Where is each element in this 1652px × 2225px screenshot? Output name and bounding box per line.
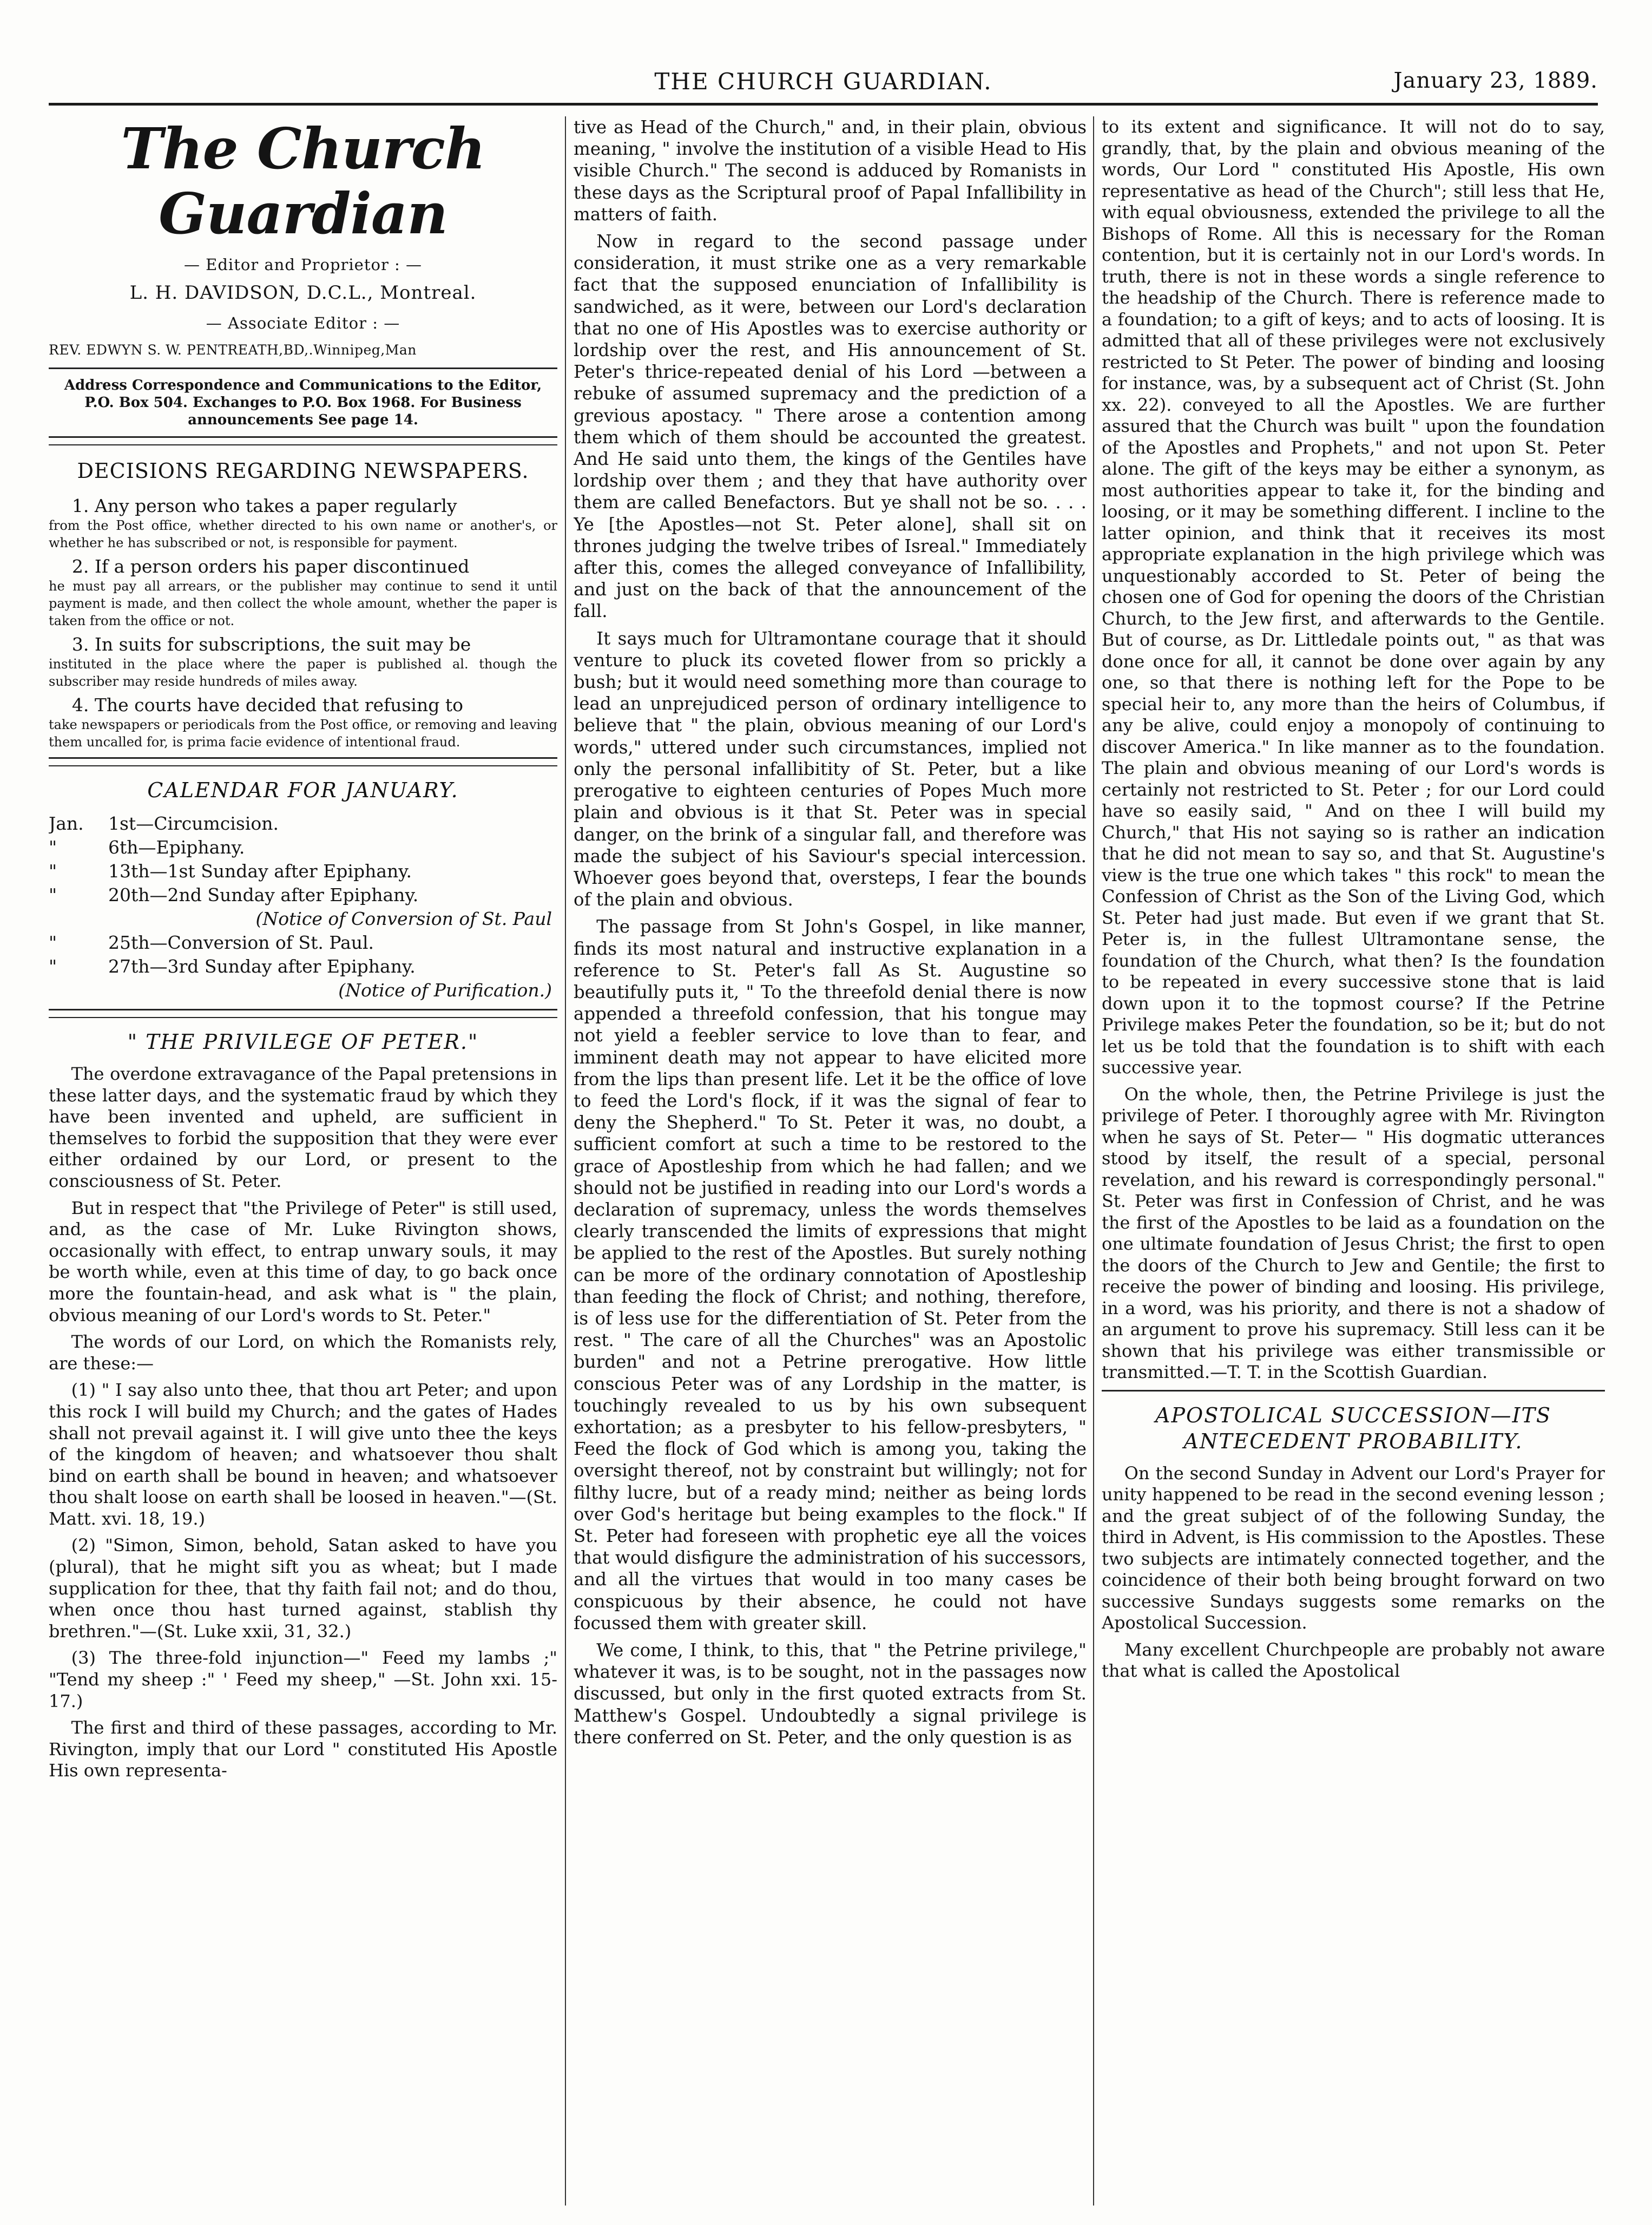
- decisions-list: [49, 495, 557, 751]
- address-notice: Address Correspondence and Communications to the Editor, P.O. Box 504. Exchanges to P.O. Box 1968. For Business announcements See page 14.: [64, 377, 542, 428]
- calendar-row: Jan. 1st—Circumcision.: [49, 813, 279, 834]
- paragraph: (2) "Simon, Simon, behold, Satan asked to have you (plural), that he might sift you as wheat; but I made supplication for thee, that thy faith fail not; and do thou, when once thou hast turned against, stablish thy brethren."—(St. Luke xxii, 31, 32.): [49, 1535, 557, 1642]
- paragraph: We come, I think, to this, that " the Petrine privilege," whatever it was, is to be sought, not in the passages now discussed, but only in the first quoted extracts from St. Matthew's Gospel. Undoubtedly a signal privilege is there conferred on St. Peter, and the only question is as: [574, 1640, 1087, 1748]
- decision-lead: 4. The courts have decided that refusing to: [71, 694, 463, 716]
- divider: [49, 765, 557, 766]
- calendar-row: " 6th—Epiphany.: [49, 837, 245, 858]
- paragraph: The overdone extravagance of the Papal pretensions in these latter days, and the systematic fraud by which they have been invented and upheld, are sufficient in themselves to forbid the supposition that they were ever either ordained by our Lord, or present to the consciousness of St. Peter.: [49, 1064, 557, 1191]
- running-title: THE CHURCH GUARDIAN.: [654, 68, 992, 95]
- article-body: [49, 1064, 557, 1782]
- divider: [49, 1009, 557, 1010]
- article-heading: ANTECEDENT PROBABILITY.: [1183, 1429, 1523, 1453]
- decision-lead: 1. Any person who takes a paper regularly: [71, 495, 457, 516]
- editor-label: — Editor and Proprietor : —: [183, 255, 423, 274]
- calendar-list: [49, 812, 557, 1002]
- paragraph: (3) The three-fold injunction—" Feed my lambs ;" "Tend my sheep :" ' Feed my sheep," —St. John xxi. 15-17.): [49, 1648, 557, 1711]
- paragraph: On the whole, then, the Petrine Privilege is just the privilege of Peter. I thoroughly agree with Mr. Rivington when he says of St. Peter— " His dogmatic utterances stood by itself, the result of a special, personal revelation, and his reward is correspondingly personal." St. Peter was first in Confession of Christ, and he was the first of the Apostles to be laid as a foundation on the one ultimate foundation of Jesus Christ; the first to open the doors of the Church to Jew and Gentile; the first to receive the power of binding and loosing. His privilege, in a word, was his priority, and there is not a shadow of an argument to prove his supremacy. Still less can it be shown that his privilege was either transmissible or transmitted.—T. T. in the Scottish Guardian.: [1102, 1084, 1605, 1382]
- paragraph: It says much for Ultramontane courage that it should venture to pluck its coveted flower from so prickly a bush; but it would need something more than courage to lead an unprejudiced person of ordinary intelligence to believe that " the plain, obvious meaning of our Lord's words," uttered under such circumstances, implied not only the personal infallibitity of St. Peter, but a like prerogative to eighteen centuries of Popes Much more plain and obvious is it that St. Peter was in special danger, on the brink of a singular fall, and therefore was made the subject of his Saviour's special intercession. Whoever goes beyond that, oversteps, I fear the bounds of the plain and obvious.: [574, 628, 1087, 910]
- calendar-note: (Notice of Purification.): [338, 980, 552, 1001]
- divider: [49, 757, 557, 759]
- divider: [49, 1017, 557, 1018]
- decision-lead: 3. In suits for subscriptions, the suit may be: [71, 634, 471, 655]
- divider: [49, 367, 557, 369]
- calendar-heading: CALENDAR FOR JANUARY.: [147, 778, 459, 802]
- decision-lead: 2. If a person orders his paper discontinued: [71, 556, 470, 577]
- paragraph: Many excellent Churchpeople are probably not aware that what is called the Apostolical: [1102, 1639, 1605, 1681]
- paragraph: The words of our Lord, on which the Romanists rely, are these:—: [49, 1331, 557, 1374]
- paragraph: to its extent and significance. It will not do to say, grandly, that, by the plain and obvious meaning of the words, Our Lord " constituted His Apostle, His own representative as head of the Church"; still less that He, with equal obviousness, extended the privilege to all the Bishops of Rome. All this is necessary for the Roman contention, but it is certainly not in our Lord's words. In truth, there is not in these words a single reference to the headship of the Church. There is reference made to a foundation; to a gift of keys; and to acts of loosing. It is admitted that all of these privileges were not exclusively restricted to St Peter. The power of binding and loosing for instance, was, by a subsequent act of Christ (St. John xx. 22). conveyed to all the Apostles. We are further assured that the Church was built " upon the foundation of the Apostles and Prophets," and not upon St. Peter alone. The gift of the keys may be either a synonym, as most authorities appear to take it, for the binding and loosing, or it may be something different. I incline to the latter opinion, and think that it receives its most appropriate explanation in the high privilege which was unquestionably accorded to St. Peter of being the chosen one of God for opening the doors of the Christian Church, to the Jew first, and afterwards to the Gentile. But of course, as Dr. Littledale points out, " as that was done once for all, it cannot be done over again by any one, so that there is nothing left for the Pope to be special heir to, any more than the heirs of Columbus, if any be alive, could enjoy a monopoly of continuing to discover America." In like manner as to the foundation. The plain and obvious meaning of our Lord's words is certainly not restricted to St. Peter ; for our Lord could have so easily said, " And on thee I will build my Church," that His not saying so is rather an indication that he did not mean to say so, and that St. Augustine's view is the true one which takes " this rock" to mean the Confession of Christ as the Son of the Living God, which St. Peter had just made. But even if we grant that St. Peter is, in the fullest Ultramontane sense, the foundation of the Church, what then? Is the foundation to be repeated in every successive stone that is laid down upon it to the topmost course? If the Petrine Privilege makes Peter the foundation, so be it; but do not let us be told that the foundation is to shift with each successive year.: [1102, 116, 1605, 1078]
- running-head: [49, 65, 1598, 106]
- column-1: [49, 116, 557, 2206]
- paragraph: The passage from St John's Gospel, in like manner, finds its most natural and instructive explanation in a reference to St. Peter's fall As St. Augustine so beautifully puts it, " To the threefold denial there is now appended a threefold confession, that his tongue may not yield a feebler service to love than to fear, and imminent death may not appear to have elicited more from the lips than present life. Let it be the office of love to feed the Lord's flock, if it was the signal of fear to deny the Shepherd." To St. Peter it was, no doubt, a sufficient comfort at such a time to be restored to the grace of Apostleship from which he had fallen; and we should not be justified in reading into our Lord's words a declaration of supremacy, unless the words themselves clearly transcended the limits of expressions that might be applied to the rest of the Apostles. But surely nothing can be more of the ordinary connotation of Apostleship than feeding the flock of Christ; and nothing, therefore, is of less use for the differentiation of St. Peter from the rest. " The care of all the Churches" was an Apostolic burden" and not a Petrine prerogative. How little conscious Peter was of any Lordship in the matter, is touchingly revealed to us by his own subsequent exhortation; as a presbyter to his fellow-presbyters, " Feed the flock of God which is among you, taking the oversight thereof, not by constraint but willingly; not for filthy lucre, but of a ready mind; neither as being lords over God's heritage but being examples to the flock." If St. Peter had foreseen with prophetic eye all the voices that would disfigure the administration of his successors, and all the virtues that would in too many cases be conspicuous by their absence, he could not have focussed them with greater skill.: [574, 916, 1087, 1633]
- calendar-row: " 27th—3rd Sunday after Epiphany.: [49, 956, 416, 977]
- column-3: [1102, 116, 1605, 2206]
- masthead-title: The Church Guardian: [121, 116, 485, 247]
- decision-text: he must pay all arrears, or the publisher may continue to send it until payment is made, and then collect the whole amount, whether the paper is taken from the office or not.: [49, 579, 557, 628]
- calendar-row: " 20th—2nd Sunday after Epiphany.: [49, 884, 419, 905]
- calendar-row: " 13th—1st Sunday after Epiphany.: [49, 861, 412, 882]
- paragraph: (1) " I say also unto thee, that thou art Peter; and upon this rock I will build my Church; and the gates of Hades shall not prevail against it. I will give unto thee the keys of the kingdom of heaven; and whatsoever thou shalt bind on earth shall be bound in heaven; and whatsoever thou shalt loose on earth shall be loosed in heaven."—(St. Matt. xvi. 18, 19.): [49, 1380, 557, 1529]
- paragraph: On the second Sunday in Advent our Lord's Prayer for unity happened to be read in the second evening lesson ; and the great subject of of the following Sunday, the third in Advent, is His commission to the Apostles. These two subjects are intimately connected together, and the coincidence of their both being brought forward on two successive Sundays suggests some remarks on the Apostolical Succession.: [1102, 1462, 1605, 1633]
- article-heading: APOSTOLICAL SUCCESSION—ITS: [1155, 1403, 1551, 1427]
- divider: [1102, 1390, 1605, 1392]
- associate-label: — Associate Editor : —: [206, 314, 400, 332]
- divider: [49, 444, 557, 445]
- associate-name: REV. EDWYN S. W. PENTREATH,BD,.Winnipeg,Man: [49, 342, 417, 358]
- issue-date: January 23, 1889.: [1393, 68, 1598, 93]
- editor-name: L. H. DAVIDSON, D.C.L., Montreal.: [129, 282, 477, 304]
- calendar-row: " 25th—Conversion of St. Paul.: [49, 932, 374, 953]
- decision-text: take newspapers or periodicals from the Post office, or removing and leaving them uncalled for, is prima facie evidence of intentional fraud.: [49, 717, 557, 750]
- decision-text: from the Post office, whether directed to his own name or another's, or whether he has subscribed or not, is responsible for payment.: [49, 518, 557, 550]
- column-rule: [1093, 116, 1094, 2206]
- decisions-heading: DECISIONS REGARDING NEWSPAPERS.: [77, 459, 529, 483]
- column-2: [574, 116, 1087, 2206]
- paragraph: tive as Head of the Church," and, in their plain, obvious meaning, " involve the institution of a visible Head to His visible Church." The second is adduced by Romanists in these days as the Scriptural proof of Papal Infallibility in matters of faith.: [574, 117, 1087, 225]
- calendar-note: (Notice of Conversion of St. Paul: [255, 908, 552, 929]
- divider: [49, 436, 557, 438]
- paragraph: But in respect that "the Privilege of Peter" is still used, and, as the case of Mr. Luke Rivington shows, occasionally with effect, to entrap unwary souls, it may be worth while, even at this time of day, to go back once more the fountain-head, and ask what is " the plain, obvious meaning of our Lord's words to St. Peter.": [49, 1197, 557, 1325]
- decision-text: instituted in the place where the paper is published al. though the subscriber may reside hundreds of miles away.: [49, 657, 557, 689]
- paragraph: Now in regard to the second passage under consideration, it must strike one as a very remarkable fact that the supposed enunciation of Infallibility is sandwiched, as it were, between our Lord's declaration that no one of His Apostles was to exercise authority or lordship over the rest, and His announcement of St. Peter's thrice-repeated denial of his Lord —between a rebuke of assumed supremacy and the prediction of a grevious apostacy. " There arose a contention among them which of them should be accounted the greatest. And He said unto them, the kings of the Gentiles have lordship over them ; and they that have authority over them are called Benefactors. But ye shall not be so. . . . Ye [the Apostles—not St. Peter alone], shall sit on thrones judging the twelve tribes of Isreal." Immediately after this, comes the alleged conveyance of Infallibility, and just on the back of that the announcement of the fall.: [574, 231, 1087, 622]
- column-rule: [565, 116, 566, 2206]
- paragraph: The first and third of these passages, according to Mr. Rivington, imply that our Lord " constituted His Apostle His own representa-: [49, 1717, 557, 1781]
- article-heading: " THE PRIVILEGE OF PETER.": [127, 1030, 479, 1054]
